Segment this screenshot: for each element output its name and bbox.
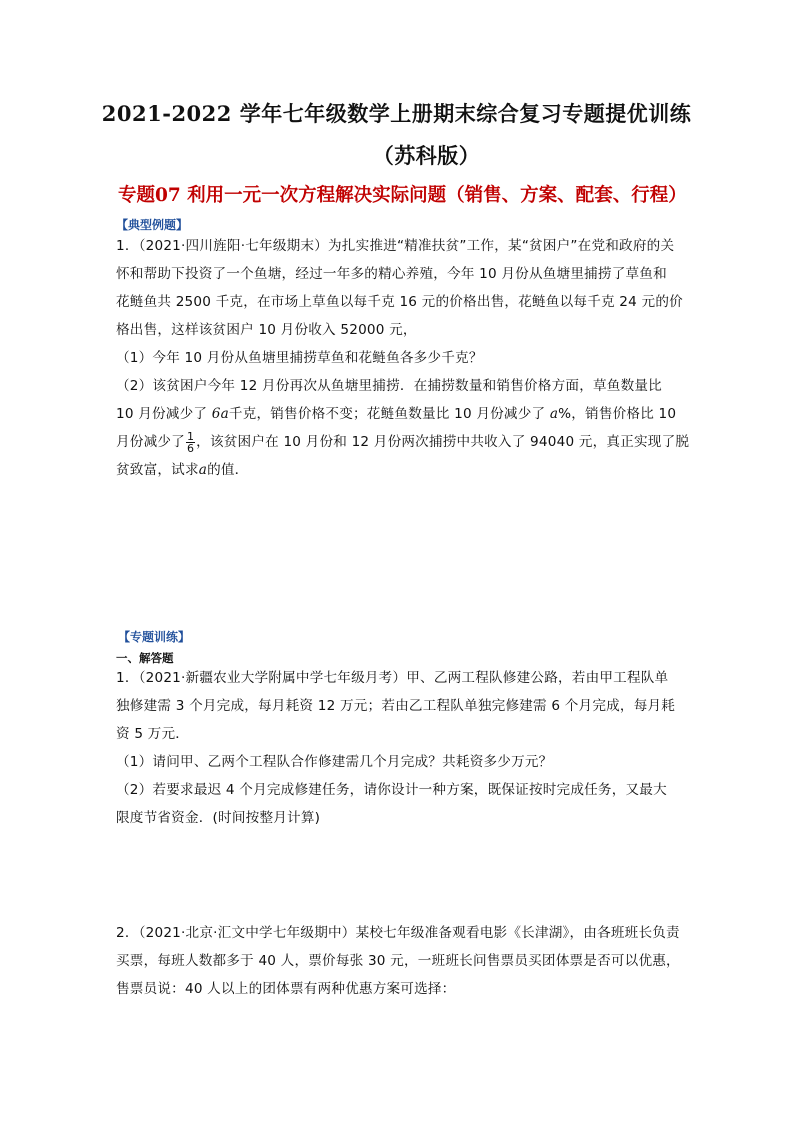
- problem-text-line: （2）若要求最迟 4 个月完成修建任务，请你设计一种方案，既保证按时完成任务，又最大: [116, 782, 667, 798]
- training-problem-2: [116, 919, 686, 1003]
- fraction-one-sixth: [186, 431, 195, 454]
- document-title-edition: （苏科版）: [372, 143, 481, 168]
- problem-text-line: [116, 428, 690, 456]
- training-problem-1: [116, 664, 686, 832]
- text-segment: 贫致富，试求: [116, 462, 199, 478]
- fraction-denominator: 6: [186, 441, 195, 455]
- section-label-answer-questions: 一、解答题: [116, 651, 174, 665]
- problem-text-line: 1．（2021·新疆农业大学附属中学七年级月考）甲、乙两工程队修建公路，若由甲工程队单: [116, 670, 669, 686]
- section-label-examples: 【典型例题】: [116, 218, 189, 232]
- problem-text-line: 花鲢鱼共 2500 千克，在市场上草鱼以每千克 16 元的价格出售，花鲢鱼以每千克 24 元的价: [116, 294, 683, 310]
- fraction-numerator: 1: [186, 429, 195, 443]
- text-segment: 月份减少了: [116, 434, 185, 450]
- problem-text-line: 2．（2021·北京·汇文中学七年级期中）某校七年级准备观看电影《长津湖》，由各班班长负责: [116, 925, 680, 941]
- problem-text-line: 格出售，这样该贫困户 10 月份收入 52000 元，: [116, 322, 417, 338]
- problem-text-line: 怀和帮助下投资了一个鱼塘，经过一年多的精心养殖，今年 10 月份从鱼塘里捕捞了草鱼和: [116, 266, 667, 282]
- text-segment: 千克，销售价格不变；花鲢鱼数量比 10 月份减少了: [228, 406, 550, 422]
- problem-text-line: 限度节省资金．(时间按整月计算): [116, 810, 321, 826]
- document-title: 2021-2022 学年七年级数学上册期末综合复习专题提优训练: [101, 101, 692, 126]
- text-segment: %，销售价格比 10: [558, 406, 677, 422]
- problem-text-line: （1）今年 10 月份从鱼塘里捕捞草鱼和花鲢鱼各多少千克？: [116, 350, 483, 366]
- problem-text-line: 独修建需 3 个月完成，每月耗资 12 万元；若由乙工程队单独完修建需 6 个月完成，每月耗: [116, 698, 676, 714]
- problem-text-line: [116, 400, 686, 428]
- text-segment: ，该贫困户在 10 月份和 12 月份两次捕捞中共收入了 94040 元，真正实现了脱: [196, 434, 690, 450]
- math-variable: a: [549, 406, 559, 422]
- problem-text-line: [116, 456, 686, 484]
- example-problem-1: [116, 232, 690, 484]
- math-variable: a: [198, 462, 208, 478]
- text-segment: 的值．: [207, 462, 249, 478]
- section-label-training: 【专题训练】: [118, 630, 191, 644]
- math-variable: 6a: [211, 406, 229, 422]
- topic-subtitle: 专题07 利用一元一次方程解决实际问题（销售、方案、配套、行程）: [118, 185, 687, 206]
- problem-text-line: 售票员说：40 人以上的团体票有两种优惠方案可选择：: [116, 981, 456, 997]
- problem-text-line: （2）该贫困户今年 12 月份再次从鱼塘里捕捞．在捕捞数量和销售价格方面，草鱼数量比: [116, 378, 662, 394]
- problem-text-line: （1）请问甲、乙两个工程队合作修建需几个月完成？共耗资多少万元？: [116, 754, 553, 770]
- problem-text-line: 1．（2021·四川旌阳·七年级期末）为扎实推进“精准扶贫”工作，某“贫困户”在党和政府的关: [116, 238, 675, 254]
- problem-text-line: 买票，每班人数都多于 40 人，票价每张 30 元，一班班长问售票员买团体票是否可以优惠，: [116, 953, 680, 969]
- text-segment: 10 月份减少了: [116, 406, 212, 422]
- problem-text-line: 资 5 万元．: [116, 726, 190, 742]
